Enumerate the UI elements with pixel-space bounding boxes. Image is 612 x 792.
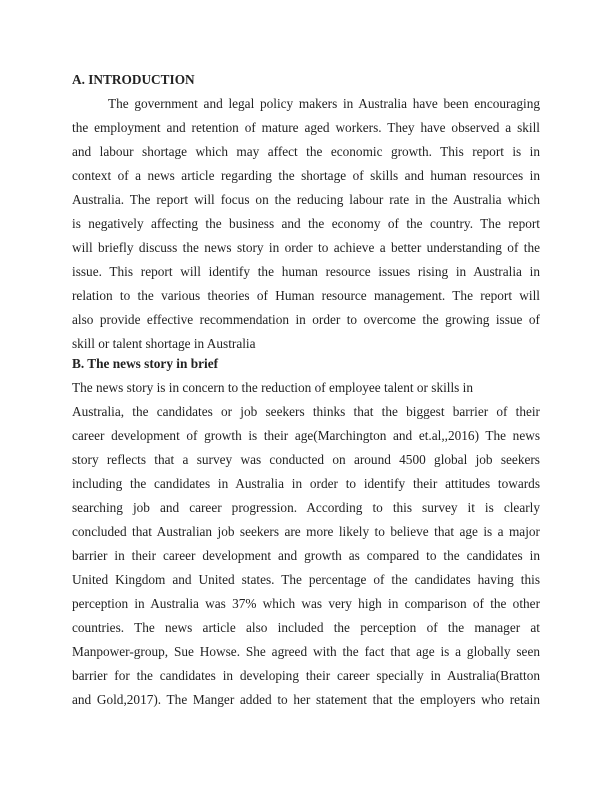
text-line: story reflects that a survey was conducted on around 4500 global job seekers [72, 452, 540, 467]
text-line: barrier in their career development and growth as compared to the candidates in [72, 548, 540, 563]
news-story-paragraph [72, 376, 540, 712]
text-line: and Gold,2017). The Manger added to her statement that the employers who retain [72, 692, 540, 707]
text-line: Australia, the candidates or job seekers thinks that the biggest barrier of their [72, 404, 540, 419]
document-page [72, 70, 540, 712]
text-line: Australia. The report will focus on the reducing labour rate in the Australia which [72, 192, 540, 207]
text-line: concluded that Australian job seekers are more likely to believe that age is a major [72, 524, 540, 539]
text-line: the employment and retention of mature aged workers. They have observed a skill [72, 120, 540, 135]
text-line: issue. This report will identify the human resource issues rising in Australia in [72, 264, 540, 279]
section-heading-news-story: B. The news story in brief [72, 356, 219, 371]
text-line: skill or talent shortage in Australia [72, 336, 256, 351]
text-line: Manpower-group, Sue Howse. She agreed with the fact that age is a globally seen [72, 644, 540, 659]
section-heading-introduction: A. INTRODUCTION [72, 72, 195, 87]
text-line: barrier for the candidates in developing their career specially in Australia(Bratton [72, 668, 540, 683]
text-line: including the candidates in Australia in order to identify their attitudes towards [72, 476, 540, 491]
text-line: will briefly discuss the news story in order to achieve a better understanding of the [72, 240, 540, 255]
text-line: context of a news article regarding the shortage of skills and human resources in [72, 168, 540, 183]
text-line: perception in Australia was 37% which was very high in comparison of the other [72, 596, 540, 611]
text-line: United Kingdom and United states. The percentage of the candidates having this [72, 572, 540, 587]
text-line: is negatively affecting the business and the economy of the country. The report [72, 216, 540, 231]
text-line: relation to the various theories of Human resource management. The report will [72, 288, 540, 303]
text-line: countries. The news article also included the perception of the manager at [72, 620, 540, 635]
text-line: searching job and career progression. According to this survey it is clearly [72, 500, 540, 515]
text-line: also provide effective recommendation in order to overcome the growing issue of [72, 312, 540, 327]
text-line: and labour shortage which may affect the economic growth. This report is in [72, 144, 540, 159]
text-line: career development of growth is their age(Marchington and et.al,,2016) The news [72, 428, 540, 443]
introduction-paragraph [72, 92, 540, 356]
text-line: The government and legal policy makers in Australia have been encouraging [108, 96, 540, 111]
text-line: The news story is in concern to the reduction of employee talent or skills in [72, 380, 474, 395]
